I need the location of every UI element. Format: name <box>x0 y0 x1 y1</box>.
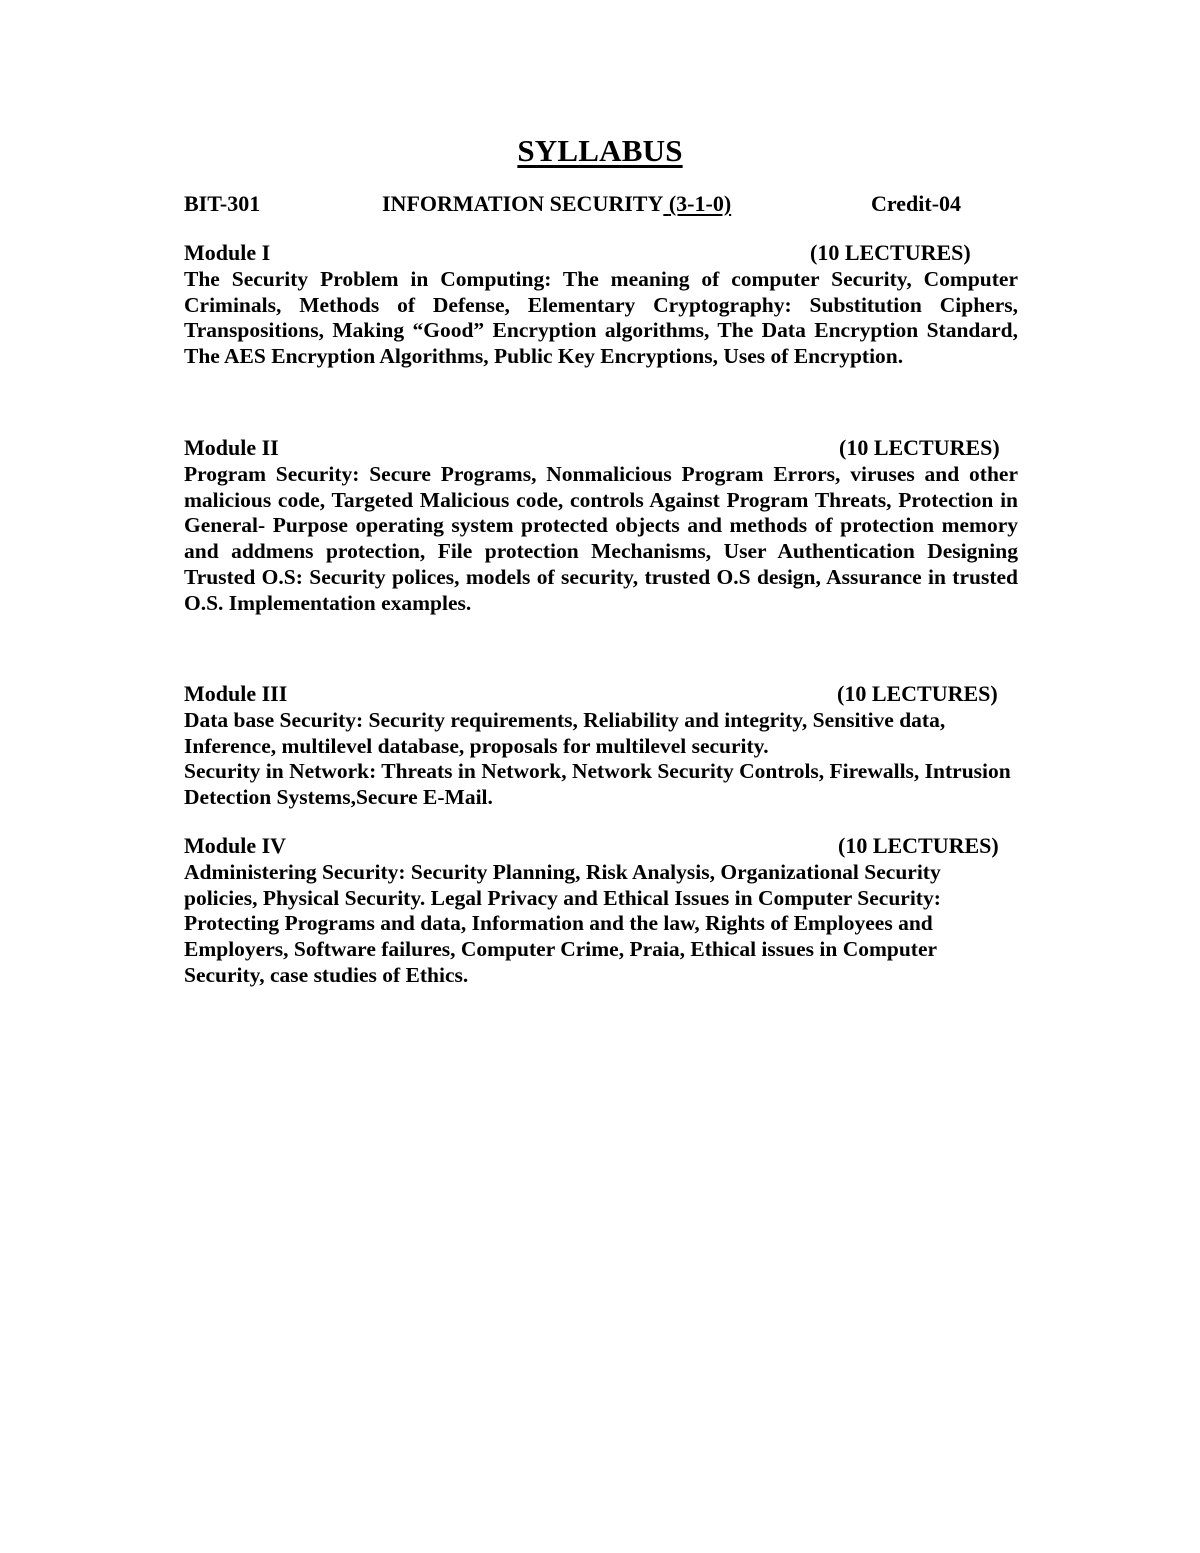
module-description <box>184 267 1018 370</box>
course-ltp-value: (3-1-0) <box>668 191 732 216</box>
page-title: SYLLABUS <box>517 133 683 168</box>
module-name: Module II <box>184 435 279 460</box>
module-description <box>184 860 1018 989</box>
module-name: Module I <box>184 240 271 265</box>
module-lectures: (10 LECTURES) <box>837 681 998 706</box>
module-paragraph: Data base Security: Security requirements, Reliability and integrity, Sensitive data, Inference, multilevel database, proposals for multilevel security. <box>184 708 946 758</box>
module-lectures: (10 LECTURES) <box>838 833 999 858</box>
course-header <box>184 191 1004 221</box>
module-name: Module III <box>184 681 288 706</box>
course-name-wrapper <box>382 191 731 217</box>
module-section-1 <box>184 240 1018 370</box>
module-description <box>184 708 1018 811</box>
module-section-3 <box>184 681 1018 811</box>
module-section-2 <box>184 435 1018 616</box>
module-section-4 <box>184 833 1018 989</box>
module-description <box>184 462 1018 616</box>
course-name: INFORMATION SECURITY <box>382 191 664 216</box>
module-header <box>184 240 1018 267</box>
module-paragraph: Program Security: Secure Programs, Nonmalicious Program Errors, viruses and other malicious code, Targeted Malicious code, controls Against Program Threats, Protection in General- Purpose operating system protected objects and methods of protection memory and addmens protection, File protection Mechanisms, User Authentication Designing Trusted O.S: Security polices, models of security, trusted O.S design, Assurance in trusted O.S. Implementation examples. <box>184 462 1018 615</box>
module-paragraph: Administering Security: Security Planning, Risk Analysis, Organizational Security policies, Physical Security. Legal Privacy and Ethical Issues in Computer Security: Protecting Programs and data, Information and the law, Rights of Employees and Employers, Software failures, Computer Crime, Praia, Ethical issues in Computer Security, case studies of Ethics. <box>184 860 941 987</box>
course-ltp <box>663 191 731 216</box>
module-header <box>184 681 1018 708</box>
course-code: BIT-301 <box>184 191 261 216</box>
module-paragraph: The Security Problem in Computing: The meaning of computer Security, Computer Criminals, Methods of Defense, Elementary Cryptography: Substitution Ciphers, Transpositions, Making “Good” Encryption algorithms, The Data Encryption Standard, The AES Encryption Algorithms, Public Key Encryptions, Uses of Encryption. <box>184 267 1018 369</box>
module-name: Module IV <box>184 833 287 858</box>
module-lectures: (10 LECTURES) <box>839 435 1000 460</box>
course-credit: Credit-04 <box>871 191 962 216</box>
module-header <box>184 435 1018 462</box>
module-lectures: (10 LECTURES) <box>810 240 971 265</box>
module-paragraph: Security in Network: Threats in Network, Network Security Controls, Firewalls, Intrusion Detection Systems,Secure E-Mail. <box>184 759 1011 810</box>
module-header <box>184 833 1018 860</box>
